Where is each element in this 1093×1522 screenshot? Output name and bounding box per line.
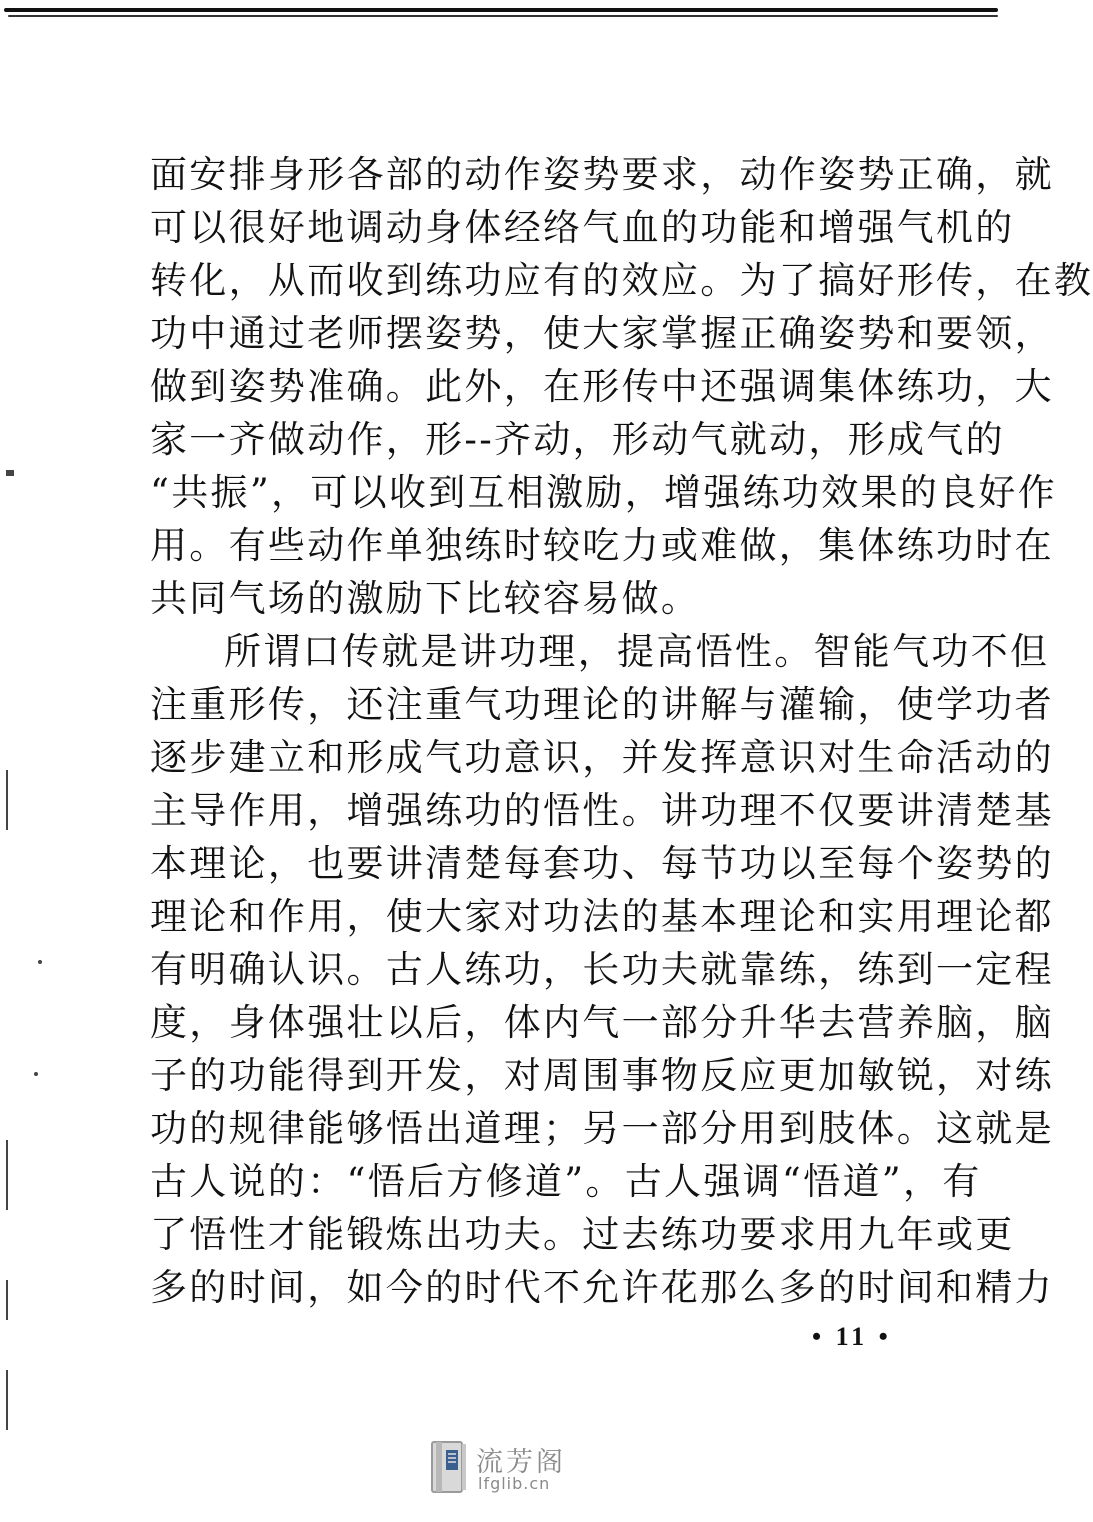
- text-line: 注重形传，还注重气功理论的讲解与灌输，使学功者: [150, 683, 1054, 726]
- scan-edge-mark: [6, 1140, 8, 1210]
- text-line: “共振”，可以收到互相激励，增强练功效果的良好作: [150, 471, 1058, 514]
- text-line: 所谓口传就是讲功理，提高悟性。智能气功不但: [224, 630, 1050, 673]
- text-line: 子的功能得到开发，对周围事物反应更加敏锐，对练: [150, 1054, 1054, 1097]
- scan-edge-mark: [6, 470, 14, 476]
- scan-edge-mark: [6, 1280, 8, 1320]
- text-line: 家一齐做动作，形--齐动，形动气就动，形成气的: [150, 418, 1005, 461]
- paragraph-1: [150, 148, 1093, 625]
- text-line: 功的规律能够悟出道理；另一部分用到肢体。这就是: [150, 1107, 1054, 1150]
- text-line: 逐步建立和形成气功意识，并发挥意识对生命活动的: [150, 736, 1054, 779]
- scan-dust-dot: [34, 1072, 38, 1076]
- scan-top-edge: [4, 8, 998, 12]
- text-line: 做到姿势准确。此外，在形传中还强调集体练功，大: [150, 365, 1054, 408]
- watermark: [430, 1440, 590, 1498]
- text-line: 可以很好地调动身体经络气血的功能和增强气机的: [150, 206, 1015, 249]
- text-line: 主导作用，增强练功的悟性。讲功理不仅要讲清楚基: [150, 789, 1054, 832]
- body-text: [150, 148, 1093, 1314]
- scan-edge-mark: [6, 770, 8, 830]
- text-line: 面安排身形各部的动作姿势要求，动作姿势正确，就: [150, 153, 1054, 196]
- text-line: 度，身体强壮以后，体内气一部分升华去营养脑，脑: [150, 1001, 1054, 1044]
- book-icon: [430, 1440, 468, 1494]
- text-line: 了悟性才能锻炼出功夫。过去练功要求用九年或更: [150, 1213, 1015, 1256]
- text-line: 理论和作用，使大家对功法的基本理论和实用理论都: [150, 895, 1054, 938]
- watermark-title: 流芳阁: [476, 1447, 566, 1478]
- text-line: 古人说的：“悟后方修道”。古人强调“悟道”，有: [150, 1160, 982, 1203]
- watermark-url: lfglib.cn: [478, 1474, 551, 1493]
- scan-dust-dot: [38, 960, 42, 964]
- paragraph-2: [150, 625, 1054, 1314]
- text-line: 本理论，也要讲清楚每套功、每节功以至每个姿势的: [150, 842, 1054, 885]
- scan-edge-mark: [6, 1370, 8, 1430]
- text-line: 多的时间，如今的时代不允许花那么多的时间和精力: [150, 1266, 1054, 1309]
- text-line: 转化，从而收到练功应有的效应。为了搞好形传，在教: [150, 259, 1093, 302]
- text-line: 功中通过老师摆姿势，使大家掌握正确姿势和要领，: [150, 312, 1054, 355]
- text-line: 有明确认识。古人练功，长功夫就靠练，练到一定程: [150, 948, 1054, 991]
- text-line: 用。有些动作单独练时较吃力或难做，集体练功时在: [150, 524, 1054, 567]
- scan-top-edge-shadow: [8, 15, 998, 17]
- page-number: • 11 •: [812, 1322, 892, 1351]
- text-line: 共同气场的激励下比较容易做。: [150, 577, 701, 620]
